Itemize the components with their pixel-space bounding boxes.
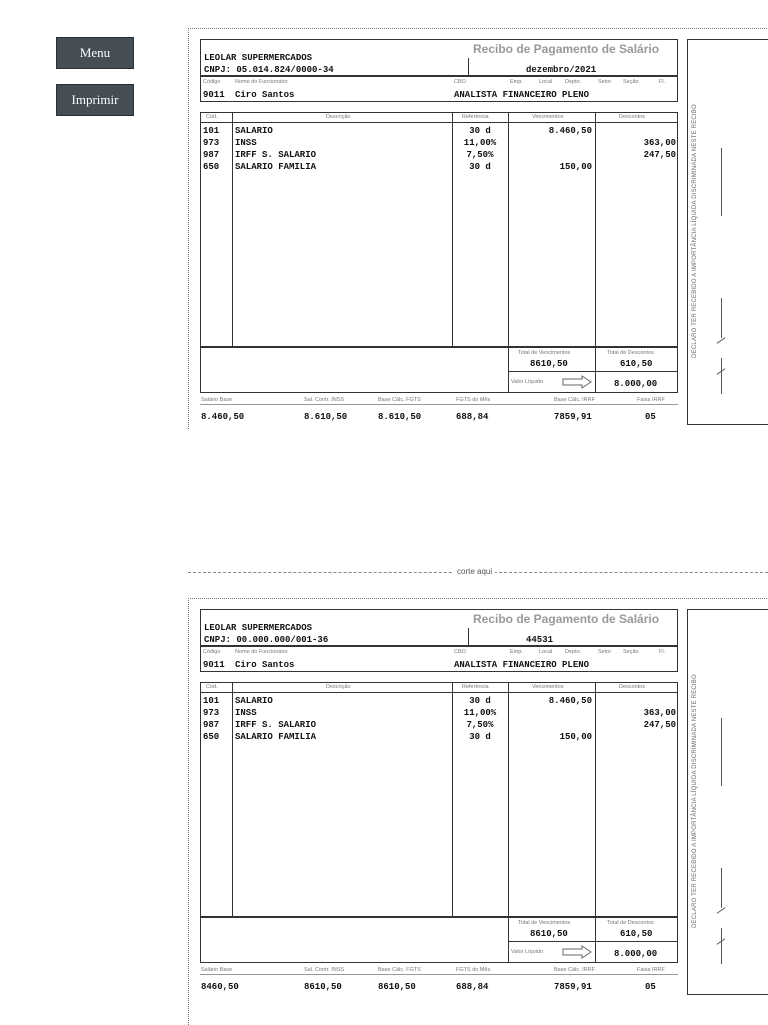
label-local: Local xyxy=(539,649,553,655)
item-venc: 8.460,50 xyxy=(548,696,592,706)
col-referencia: Referência xyxy=(462,684,489,690)
label-emp: Emp. xyxy=(510,79,523,85)
period: dezembro/2021 xyxy=(526,65,597,75)
cnpj: CNPJ: 05.014.824/0000-34 xyxy=(204,65,334,75)
base-irrf: 7859,91 xyxy=(554,412,592,422)
item-ref: 30 d xyxy=(469,126,491,136)
company-name: LEOLAR SUPERMERCADOS xyxy=(204,53,313,63)
declaration-text: DECLARO TER RECEBIDO A IMPORTÂNCIA LÍQUIDA DISCRIMINADA NESTE RECIBO xyxy=(692,104,698,358)
item-cod: 650 xyxy=(203,732,220,742)
item-ref: 30 d xyxy=(469,696,491,706)
label-nome: Nome do Funcionário xyxy=(235,79,288,85)
faixa-irrf: 05 xyxy=(645,412,656,422)
label-salario-base: Salário Base xyxy=(201,967,233,973)
label-setor: Setor xyxy=(598,649,612,655)
employee-name: Ciro Santos xyxy=(235,90,295,100)
sal-contr-inss: 8.610,50 xyxy=(304,412,348,422)
item-ref: 7,50% xyxy=(466,150,494,160)
item-desc: SALARIO FAMILIA xyxy=(235,732,317,742)
item-ref: 30 d xyxy=(469,162,491,172)
label-cbo: CBO xyxy=(454,649,466,655)
label-fl: Fl. xyxy=(659,79,666,85)
label-fl: Fl. xyxy=(659,649,666,655)
declaration-text: DECLARO TER RECEBIDO A IMPORTÂNCIA LÍQUIDA DISCRIMINADA NESTE RECIBO xyxy=(692,674,698,928)
label-base-irrf: Base Cálc. IRRF xyxy=(554,967,595,973)
signature-slash xyxy=(717,337,726,344)
base-fgts: 8610,50 xyxy=(378,982,416,992)
signature-line xyxy=(721,298,722,338)
col-cod: Cód. xyxy=(206,684,218,690)
faixa-irrf: 05 xyxy=(645,982,656,992)
label-sal-contr-inss: Sal. Contr. INSS xyxy=(304,967,345,973)
item-desc: SALARIO FAMILIA xyxy=(235,162,317,172)
label-base-irrf: Base Cálc. IRRF xyxy=(554,397,595,403)
print-button[interactable]: Imprimir xyxy=(56,84,134,116)
item-ref: 30 d xyxy=(469,732,491,742)
base-irrf: 7859,91 xyxy=(554,982,592,992)
label-faixa-irrf: Faixa IRRF xyxy=(637,397,665,403)
col-descricao: Descrição xyxy=(326,684,351,690)
col-descontos: Descontos xyxy=(619,684,645,690)
label-valor-liquido: Valor Líquido xyxy=(511,949,544,955)
item-cod: 101 xyxy=(203,696,220,706)
label-secao: Seção xyxy=(623,79,639,85)
label-total-venc: Total de Vencimentos xyxy=(518,920,571,926)
item-desc: INSS xyxy=(235,138,257,148)
arrow-right-icon xyxy=(562,375,592,389)
total-descontos: 610,50 xyxy=(620,929,653,939)
receipt-sheet-2 xyxy=(188,598,768,1025)
label-local: Local xyxy=(539,79,553,85)
item-descn: 363,00 xyxy=(643,708,676,718)
company-name: LEOLAR SUPERMERCADOS xyxy=(204,623,313,633)
item-ref: 7,50% xyxy=(466,720,494,730)
item-ref: 11,00% xyxy=(463,138,497,148)
cut-label: corte aqui xyxy=(454,567,495,576)
item-descn: 247,50 xyxy=(643,720,676,730)
item-ref: 11,00% xyxy=(463,708,497,718)
col-vencimentos: Vencimentos xyxy=(532,684,564,690)
salario-base: 8.460,50 xyxy=(201,412,245,422)
salario-base: 8460,50 xyxy=(201,982,239,992)
period: 44531 xyxy=(526,635,554,645)
menu-button[interactable]: Menu xyxy=(56,37,134,69)
label-cbo: CBO xyxy=(454,79,466,85)
label-depto: Depto. xyxy=(565,79,582,85)
receipt-title: Recibo de Pagamento de Salário xyxy=(473,612,660,626)
employee-name: Ciro Santos xyxy=(235,660,295,670)
valor-liquido: 8.000,00 xyxy=(614,949,658,959)
employee-code: 9011 xyxy=(203,660,225,670)
employee-code: 9011 xyxy=(203,90,225,100)
fgts-mes: 688,84 xyxy=(456,982,489,992)
item-desc: INSS xyxy=(235,708,257,718)
label-base-fgts: Base Cálc. FGTS xyxy=(378,967,421,973)
signature-column xyxy=(687,39,768,425)
col-referencia: Referência xyxy=(462,114,489,120)
item-desc: SALARIO xyxy=(235,126,273,136)
cnpj: CNPJ: 00.000.000/001-36 xyxy=(204,635,329,645)
total-vencimentos: 8610,50 xyxy=(530,359,568,369)
label-salario-base: Salário Base xyxy=(201,397,233,403)
sal-contr-inss: 8610,50 xyxy=(304,982,342,992)
total-vencimentos: 8610,50 xyxy=(530,929,568,939)
label-depto: Depto. xyxy=(565,649,582,655)
signature-slash xyxy=(717,907,726,914)
item-cod: 101 xyxy=(203,126,220,136)
label-sal-contr-inss: Sal. Contr. INSS xyxy=(304,397,345,403)
signature-line-2 xyxy=(721,928,722,964)
item-cod: 987 xyxy=(203,150,220,160)
label-codigo: Código xyxy=(203,79,221,85)
arrow-right-icon xyxy=(562,945,592,959)
label-total-desc: Total de Descontos xyxy=(607,920,654,926)
employee-role: ANALISTA FINANCEIRO PLENO xyxy=(454,660,590,670)
label-base-fgts: Base Cálc. FGTS xyxy=(378,397,421,403)
label-setor: Setor xyxy=(598,79,612,85)
item-desc: SALARIO xyxy=(235,696,273,706)
valor-liquido: 8.000,00 xyxy=(614,379,658,389)
receipt-title: Recibo de Pagamento de Salário xyxy=(473,42,660,56)
col-descontos: Descontos xyxy=(619,114,645,120)
label-fgts-mes: FGTS do Mês xyxy=(456,967,491,973)
label-faixa-irrf: Faixa IRRF xyxy=(637,967,665,973)
signature-column xyxy=(687,609,768,995)
signature-line-2 xyxy=(721,358,722,394)
label-emp: Emp. xyxy=(510,649,523,655)
item-cod: 973 xyxy=(203,708,220,718)
col-cod: Cód. xyxy=(206,114,218,120)
fgts-mes: 688,84 xyxy=(456,412,489,422)
date-line xyxy=(721,718,722,786)
label-nome: Nome do Funcionário xyxy=(235,649,288,655)
item-venc: 150,00 xyxy=(559,162,592,172)
item-cod: 650 xyxy=(203,162,220,172)
label-codigo: Código xyxy=(203,649,221,655)
item-desc: IRFF S. SALARIO xyxy=(235,150,317,160)
col-vencimentos: Vencimentos xyxy=(532,114,564,120)
total-descontos: 610,50 xyxy=(620,359,653,369)
employee-role: ANALISTA FINANCEIRO PLENO xyxy=(454,90,590,100)
signature-line xyxy=(721,868,722,908)
item-cod: 973 xyxy=(203,138,220,148)
label-fgts-mes: FGTS do Mês xyxy=(456,397,491,403)
label-total-desc: Total de Descontos xyxy=(607,350,654,356)
item-descn: 363,00 xyxy=(643,138,676,148)
label-total-venc: Total de Vencimentos xyxy=(518,350,571,356)
receipt-sheet-1 xyxy=(188,28,768,429)
col-descricao: Descrição xyxy=(326,114,351,120)
label-valor-liquido: Valor Líquido xyxy=(511,379,544,385)
item-descn: 247,50 xyxy=(643,150,676,160)
item-venc: 150,00 xyxy=(559,732,592,742)
item-venc: 8.460,50 xyxy=(548,126,592,136)
date-line xyxy=(721,148,722,216)
item-cod: 987 xyxy=(203,720,220,730)
item-desc: IRFF S. SALARIO xyxy=(235,720,317,730)
label-secao: Seção xyxy=(623,649,639,655)
base-fgts: 8.610,50 xyxy=(378,412,422,422)
